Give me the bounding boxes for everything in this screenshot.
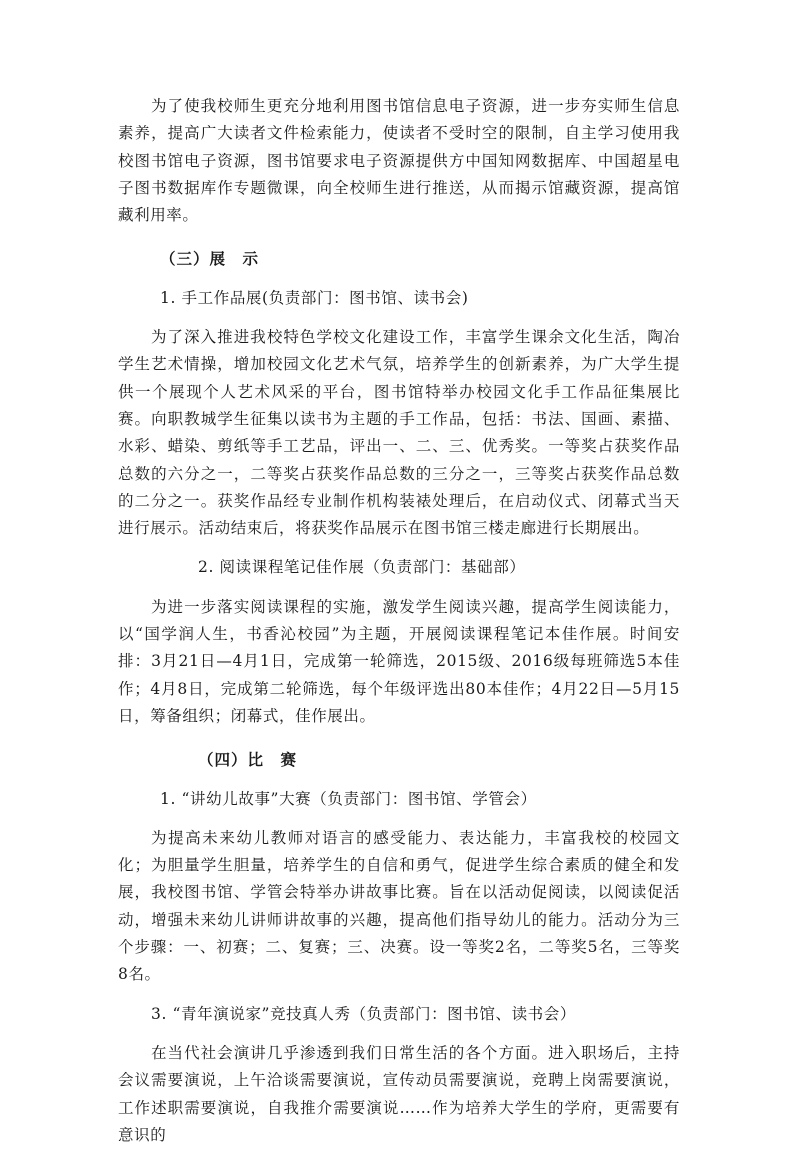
subheading-storytelling: 1. “讲幼儿故事”大赛（负责部门：图书馆、学管会） bbox=[160, 789, 537, 808]
paragraph-reading-notes: 为进一步落实阅读课程的实施，激发学生阅读兴趣，提高学生阅读能力，以“国学润人生，书香沁校园”为主题，开展阅读课程笔记本佳作展。时间安排：3月21日—4月1日，完成第一轮筛选，2015级、2016级每班筛选5本佳作；4月8日，完成第二轮筛选，每个年级评选出80本佳作；4月22日—5月15日，筹备组织；闭幕式，佳作展出。 bbox=[118, 597, 680, 725]
paragraph-young-speaker: 在当代社会演讲几乎渗透到我们日常生活的各个方面。进入职场后，主持会议需要演说，上午洽谈需要演说，宣传动员需要演说，竞聘上岗需要演说，工作述职需要演说，自我推介需要演说……作为培养大学生的学府，更需要有意识的 bbox=[118, 1043, 680, 1144]
section-heading-competition: （四）比 赛 bbox=[198, 750, 298, 770]
subheading-young-speaker: 3. “青年演说家”竞技真人秀（负责部门：图书馆、读书会） bbox=[151, 1004, 576, 1023]
paragraph-storytelling: 为提高未来幼儿教师对语言的感受能力、表达能力，丰富我校的校园文化；为胆量学生胆量，培养学生的自信和勇气，促进学生综合素质的健全和发展，我校图书馆、学管会特举办讲故事比赛。旨在以活动促阅读，以阅读促活动，增强未来幼儿讲师讲故事的兴趣，提高他们指导幼儿的能力。活动分为三个步骤：一、初赛；二、复赛；三、决赛。设一等奖2名，二等奖5名，三等奖8名。 bbox=[118, 828, 680, 984]
document-page bbox=[118, 93, 680, 1149]
paragraph-handicraft: 为了深入推进我校特色学校文化建设工作，丰富学生课余文化生活，陶冶学生艺术情操，增加校园文化艺术气氛，培养学生的创新素养，为广大学生提供一个展现个人艺术风采的平台，图书馆特举办校园文化手工作品征集展比赛。向职教城学生征集以读书为主题的手工作品，包括：书法、国画、素描、水彩、蜡染、剪纸等手工艺品，评出一、二、三、优秀奖。一等奖占获奖作品总数的六分之一，二等奖占获奖作品总数的三分之一，三等奖占获奖作品总数的二分之一。获奖作品经专业制作机构装裱处理后，在启动仪式、闭幕式当天进行展示。活动结束后，将获奖作品展示在图书馆三楼走廊进行长期展出。 bbox=[118, 328, 680, 538]
paragraph-library-resources: 为了使我校师生更充分地利用图书馆信息电子资源，进一步夯实师生信息素养，提高广大读者文件检索能力，使读者不受时空的限制，自主学习使用我校图书馆电子资源，图书馆要求电子资源提供方中国知网数据库、中国超星电子图书数据库作专题微课，向全校师生进行推送，从而揭示馆藏资源，提高馆藏利用率。 bbox=[118, 97, 680, 225]
section-heading-exhibition: （三）展 示 bbox=[160, 249, 260, 269]
subheading-handicraft: 1. 手工作品展(负责部门：图书馆、读书会) bbox=[160, 288, 469, 307]
subheading-reading-notes: 2. 阅读课程笔记佳作展（负责部门：基础部） bbox=[198, 558, 526, 577]
